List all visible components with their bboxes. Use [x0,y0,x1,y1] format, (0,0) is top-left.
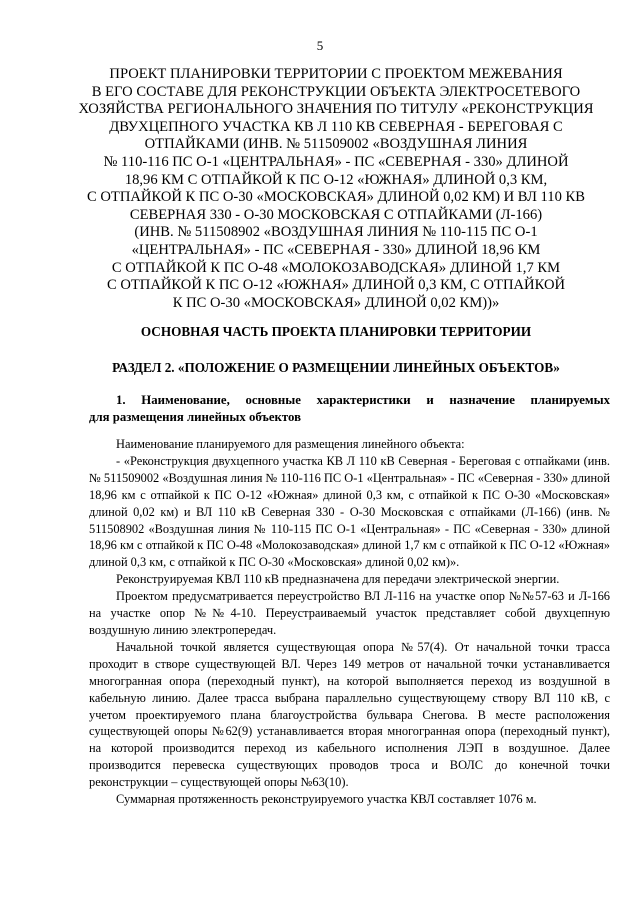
subsection-heading-line: 1. Наименование, основные характеристики и назначение планируемых [116,393,610,407]
title-line: С ОТПАЙКОЙ К ПС О-30 «МОСКОВСКАЯ» ДЛИНОЙ 0,02 КМ) И ВЛ 110 КВ [87,189,585,206]
page-number: 5 [316,38,324,53]
title-line: К ПС О-30 «МОСКОВСКАЯ» ДЛИНОЙ 0,02 КМ))» [172,294,500,311]
title-line: ПРОЕКТ ПЛАНИРОВКИ ТЕРРИТОРИИ С ПРОЕКТОМ МЕЖЕВАНИЯ [109,66,563,82]
title-line: № 110-116 ПС О-1 «ЦЕНТРАЛЬНАЯ» - ПС «СЕВЕРНАЯ - 330» ДЛИНОЙ [103,153,569,170]
title-line: С ОТПАЙКОЙ К ПС О-12 «ЮЖНАЯ» ДЛИНОЙ 0,3 КМ, С ОТПАЙКОЙ [106,277,566,294]
paragraph: Наименование планируемого для размещения линейного объекта: [116,437,465,451]
title-line: В ЕГО СОСТАВЕ ДЛЯ РЕКОНСТРУКЦИИ ОБЪЕКТА ЭЛЕКТРОСЕТЕВОГО [91,83,581,100]
title-line: ОТПАЙКАМИ (ИНВ. № 511509002 «ВОЗДУШНАЯ ЛИНИЯ [144,136,528,153]
subsection-heading-line: для размещения линейных объектов [89,409,302,424]
paragraph: Проектом предусматривается переустройство ВЛ Л-116 на участке опор №№57-63 и Л-166 на участке опор №№4-10. Переустраиваемый участок представляет собой двухцепную воздушную линию электропередач. [89,589,610,637]
paragraph: Суммарная протяженность реконструируемого участка КВЛ составляет 1076 м. [116,792,537,807]
paragraph: Начальной точкой является существующая опора №57(4). От начальной точки трасса проходит в створе существующей ВЛ. Через 149 метров от начальной точки устанавливается многогранная опора (переходный пункт), на которой выполняется переход из воздушной в кабельную линию. Далее трасса выбрана параллельно существующему створу ВЛ 110 кВ, с учетом проектируемого плана благоустройства бульвара Снегова. В месте расположения существующей опоры №62(9) устанавливается вторая многогранная опора (переходный пункт), на которой производится переход из кабельного исполнения ЛЭП в воздушное. Далее производится перевеска существующих проводов троса и ВОЛС до конечной точки реконструкции – существующей опоры №63(10). [89,639,610,790]
paragraph: Реконструируемая КВЛ 110 кВ предназначена для передачи электрической энергии. [116,572,560,587]
body-text [89,436,610,808]
title-line: СЕВЕРНАЯ 330 - О-30 МОСКОВСКАЯ С ОТПАЙКАМИ (Л-166) [129,206,543,223]
title-line: «ЦЕНТРАЛЬНАЯ» - ПС «СЕВЕРНАЯ - 330» ДЛИНОЙ 18,96 КМ [131,241,541,258]
document-title [72,66,600,312]
paragraph: - «Реконструкция двухцепного участка КВ Л 110 кВ Северная - Береговая с отпайками (инв. № 511509002 «Воздушная линия № 110-116 ПС О-1 «Центральная» - ПС «Северная - 330» длиной 18,96 км с отпайкой к ПС О-12 «Южная» длиной 0,3 км, с отпайкой к ПС О-30 «Московская» длиной 0,02 км) и ВЛ 110 кВ Северная 330 - О-30 Московская с отпайками (Л-166) (инв. № 511508902 «Воздушная линия № 110-115 ПС О-1 «Центральная» - ПС «Северная - 330» длиной 18,96 км с отпайкой к ПС О-48 «Молокозаводская» длиной 1,7 км с отпайкой к ПС О-12 «Южная» длиной 0,3 км, с отпайкой к ПС О-30 «Московская» длиной 0,02 км)». [89,453,610,570]
title-line: С ОТПАЙКОЙ К ПС О-48 «МОЛОКОЗАВОДСКАЯ» ДЛИНОЙ 1,7 КМ [111,259,561,276]
subsection-heading [89,392,610,425]
title-line: ДВУХЦЕПНОГО УЧАСТКА КВ Л 110 КВ СЕВЕРНАЯ - БЕРЕГОВАЯ С [109,118,563,135]
title-line: 18,96 КМ С ОТПАЙКОЙ К ПС О-12 «ЮЖНАЯ» ДЛИНОЙ 0,3 КМ, [124,171,548,188]
title-line: ХОЗЯЙСТВА РЕГИОНАЛЬНОГО ЗНАЧЕНИЯ ПО ТИТУЛУ «РЕКОНСТРУКЦИЯ [78,101,594,118]
section-heading: РАЗДЕЛ 2. «ПОЛОЖЕНИЕ О РАЗМЕЩЕНИИ ЛИНЕЙНЫХ ОБЪЕКТОВ» [112,360,560,375]
main-heading: ОСНОВНАЯ ЧАСТЬ ПРОЕКТА ПЛАНИРОВКИ ТЕРРИТОРИИ [140,324,532,339]
title-line: (ИНВ. № 511508902 «ВОЗДУШНАЯ ЛИНИЯ № 110-115 ПС О-1 [134,224,538,241]
